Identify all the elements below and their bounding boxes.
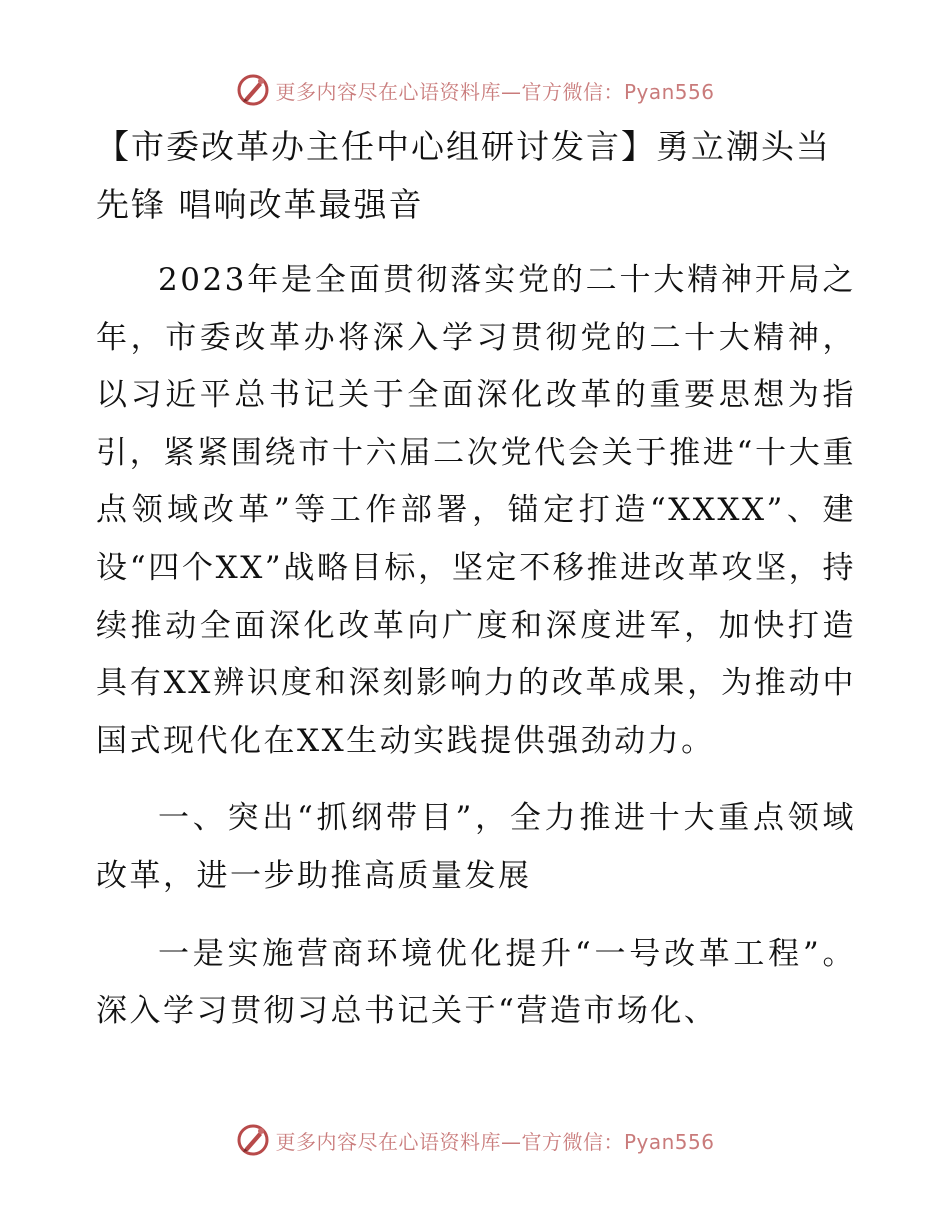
watermark-text: 更多内容尽在心语资料库—官方微信：Pyan556 — [275, 79, 715, 104]
watermark-text: 更多内容尽在心语资料库—官方微信：Pyan556 — [275, 1129, 715, 1154]
footer-watermark-banner — [0, 1118, 950, 1162]
section-heading: 一、突出“抓纲带目”，全力推进十大重点领域改革，进一步助推高质量发展 — [96, 800, 856, 894]
section-paragraph: 一是实施营商环境优化提升“一号改革工程”。深入学习贯彻习总书记关于“营造市场化、 — [96, 935, 856, 1030]
pen-logo-icon — [235, 1122, 271, 1158]
pen-logo-icon — [235, 72, 271, 108]
document-body — [96, 118, 856, 1061]
header-watermark-banner — [0, 68, 950, 112]
intro-paragraph: 2023年是全面贯彻落实党的二十大精神开局之年，市委改革办将深入学习贯彻党的二十大精神，以习近平总书记关于全面深化改革的重要思想为指引，紧紧围绕市十六届二次党代会关于推进“十大重点领域改革”等工作部署，锚定打造“XXXX”、建设“四个XX”战略目标，坚定不移推进改革攻坚，持续推动全面深化改革向广度和深度进军，加快打造具有XX辨识度和深刻影响力的改革成果，为推动中国式现代化在XX生动实践提供强劲动力。 — [96, 262, 856, 759]
document-title: 【市委改革办主任中心组研讨发言】勇立潮头当先锋 唱响改革最强音 — [96, 127, 831, 224]
